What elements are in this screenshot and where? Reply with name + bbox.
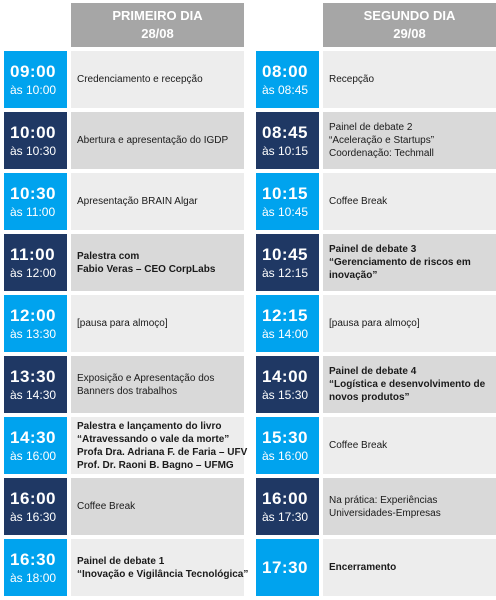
end-time: às 16:30 (10, 509, 57, 524)
session-line: Prof. Dr. Raoni B. Bagno – UFMG (77, 459, 234, 471)
schedule-row (4, 112, 244, 169)
session-description (323, 173, 496, 230)
session-line: Na prática: Experiências (329, 494, 438, 506)
start-time: 12:00 (10, 305, 56, 325)
time-slot (4, 112, 67, 169)
session-description (71, 112, 244, 169)
time-slot (256, 295, 319, 352)
session-line: Palestra e lançamento do livro (77, 420, 222, 432)
schedule-row (256, 356, 496, 413)
start-time: 16:00 (10, 488, 56, 508)
start-time: 14:30 (10, 427, 56, 447)
day-2-date: 29/08 (393, 26, 426, 41)
session-line: Fabio Veras – CEO CorpLabs (77, 263, 216, 275)
end-time: às 18:00 (10, 570, 57, 585)
schedule-row (256, 478, 496, 535)
session-line: Painel de debate 1 (77, 555, 165, 567)
time-slot (4, 173, 67, 230)
end-time: às 12:15 (262, 265, 309, 280)
session-line: Coffee Break (77, 501, 136, 512)
time-slot (4, 539, 67, 596)
time-slot (256, 478, 319, 535)
start-time: 16:00 (262, 488, 308, 508)
schedule-row (256, 173, 496, 230)
session-description (323, 51, 496, 108)
session-line: “Logística e desenvolvimento de (329, 379, 486, 390)
session-description (71, 234, 244, 291)
session-line: Coffee Break (329, 196, 388, 207)
schedule-row (4, 478, 244, 535)
schedule-row (256, 234, 496, 291)
time-slot (256, 51, 319, 108)
session-line: “Gerenciamento de riscos em (329, 257, 471, 268)
time-slot (256, 417, 319, 474)
schedule-row (4, 173, 244, 230)
end-time: às 14:30 (10, 387, 57, 402)
session-description (323, 478, 496, 535)
day-2-header (323, 3, 496, 47)
start-time: 10:30 (10, 183, 56, 203)
schedule-row (4, 539, 249, 596)
time-slot (256, 112, 319, 169)
session-line: “Aceleração e Startups” (329, 135, 435, 146)
end-time: às 10:45 (262, 204, 309, 219)
schedule-row (256, 51, 496, 108)
session-line: Profa Dra. Adriana F. de Faria – UFV (77, 446, 248, 458)
start-time: 14:00 (262, 366, 308, 386)
session-description (323, 112, 496, 169)
schedule-row (4, 356, 244, 413)
end-time: às 12:00 (10, 265, 57, 280)
session-description (71, 173, 244, 230)
session-line: “Inovação e Vigilância Tecnológica” (77, 568, 249, 580)
session-line: “Atravessando o vale da morte” (77, 433, 230, 445)
time-slot (256, 539, 319, 596)
time-slot (4, 478, 67, 535)
session-line: Encerramento (329, 562, 397, 573)
time-slot (4, 295, 67, 352)
end-time: às 14:00 (262, 326, 309, 341)
session-line: Painel de debate 3 (329, 244, 417, 255)
start-time: 08:45 (262, 122, 308, 142)
schedule-row (256, 112, 496, 169)
session-line: Coffee Break (329, 440, 388, 451)
time-slot (4, 234, 67, 291)
session-line: Painel de debate 2 (329, 122, 413, 133)
time-slot (4, 51, 67, 108)
start-time: 17:30 (262, 557, 308, 577)
start-time: 16:30 (10, 549, 56, 569)
start-time: 12:15 (262, 305, 308, 325)
time-slot (256, 356, 319, 413)
end-time: às 10:15 (262, 143, 309, 158)
session-description (71, 51, 244, 108)
end-time: às 16:00 (262, 448, 309, 463)
schedule-row (256, 539, 496, 596)
end-time: às 15:30 (262, 387, 309, 402)
session-line: Coordenação: Techmall (329, 148, 434, 159)
schedule-row (4, 417, 248, 474)
end-time: às 10:00 (10, 82, 57, 97)
session-line: [pausa para almoço] (77, 318, 168, 329)
schedule-row (4, 234, 244, 291)
session-line: [pausa para almoço] (329, 318, 420, 329)
start-time: 11:00 (10, 244, 56, 264)
session-line: inovação” (329, 270, 378, 281)
schedule-row (256, 295, 496, 352)
start-time: 10:15 (262, 183, 308, 203)
session-line: Abertura e apresentação do IGDP (77, 135, 229, 146)
session-line: Exposição e Apresentação dos (77, 372, 215, 384)
start-time: 10:00 (10, 122, 56, 142)
session-line: Recepção (329, 74, 375, 85)
session-description (323, 417, 496, 474)
session-description (71, 295, 244, 352)
session-description (71, 478, 244, 535)
session-line: Banners dos trabalhos (77, 385, 178, 397)
session-description (71, 539, 249, 596)
time-slot (4, 417, 67, 474)
schedule-row (256, 417, 496, 474)
session-line: Credenciamento e recepção (77, 74, 203, 85)
end-time: às 13:30 (10, 326, 57, 341)
schedule-row (4, 295, 244, 352)
session-line: Apresentação BRAIN Algar (77, 196, 198, 207)
session-description (323, 539, 496, 596)
schedule-row (4, 51, 244, 108)
session-description (323, 295, 496, 352)
day-1-title: PRIMEIRO DIA (112, 8, 203, 23)
time-slot (256, 234, 319, 291)
time-slot (4, 356, 67, 413)
day-2-title: SEGUNDO DIA (363, 8, 456, 23)
start-time: 13:30 (10, 366, 56, 386)
end-time: às 17:30 (262, 509, 309, 524)
end-time: às 16:00 (10, 448, 57, 463)
start-time: 10:45 (262, 244, 308, 264)
end-time: às 10:30 (10, 143, 57, 158)
day-1-header (71, 3, 244, 47)
session-line: novos produtos” (329, 392, 410, 403)
start-time: 15:30 (262, 427, 308, 447)
day-1-date: 28/08 (141, 26, 174, 41)
session-description (71, 417, 248, 474)
end-time: às 08:45 (262, 82, 309, 97)
session-line: Universidades-Empresas (329, 507, 441, 519)
session-description (323, 234, 496, 291)
session-line: Painel de debate 4 (329, 366, 417, 377)
start-time: 09:00 (10, 61, 56, 81)
session-description (323, 356, 496, 413)
session-line: Palestra com (77, 250, 140, 262)
session-description (71, 356, 244, 413)
end-time: às 11:00 (10, 204, 56, 219)
time-slot (256, 173, 319, 230)
start-time: 08:00 (262, 61, 308, 81)
